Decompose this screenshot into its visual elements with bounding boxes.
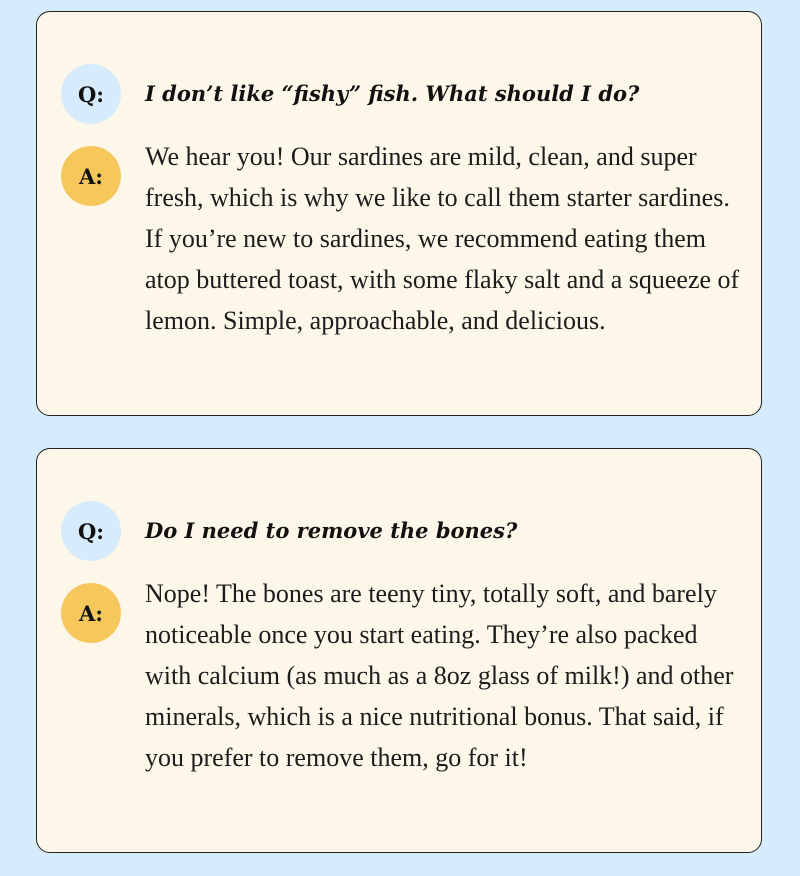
question-row	[61, 64, 737, 124]
question-badge: Q:	[61, 501, 121, 561]
question-text: Do I need to remove the bones?	[145, 518, 518, 543]
answer-text: Nope! The bones are teeny tiny, totally soft, and barely noticeable once you start eating. They’re also packed with calcium (as much as a 8oz glass of milk!) and other minerals, which is a nice nutritional bonus. That said, if you prefer to remove them, go for it!	[145, 579, 734, 772]
answer-badge: A:	[61, 146, 121, 206]
question-badge: Q:	[61, 64, 121, 124]
faq-card-bones	[36, 448, 762, 853]
answer-text: We hear you! Our sardines are mild, clean, and super fresh, which is why we like to call them starter sardines. If you’re new to sardines, we recommend eating them atop buttered toast, with some flaky salt and a squeeze of lemon. Simple, approachable, and delicious.	[145, 142, 740, 335]
question-row	[61, 501, 737, 561]
answer-badge: A:	[61, 583, 121, 643]
faq-card-fishy	[36, 11, 762, 416]
question-text: I don’t like “fishy” fish. What should I do?	[145, 81, 640, 106]
